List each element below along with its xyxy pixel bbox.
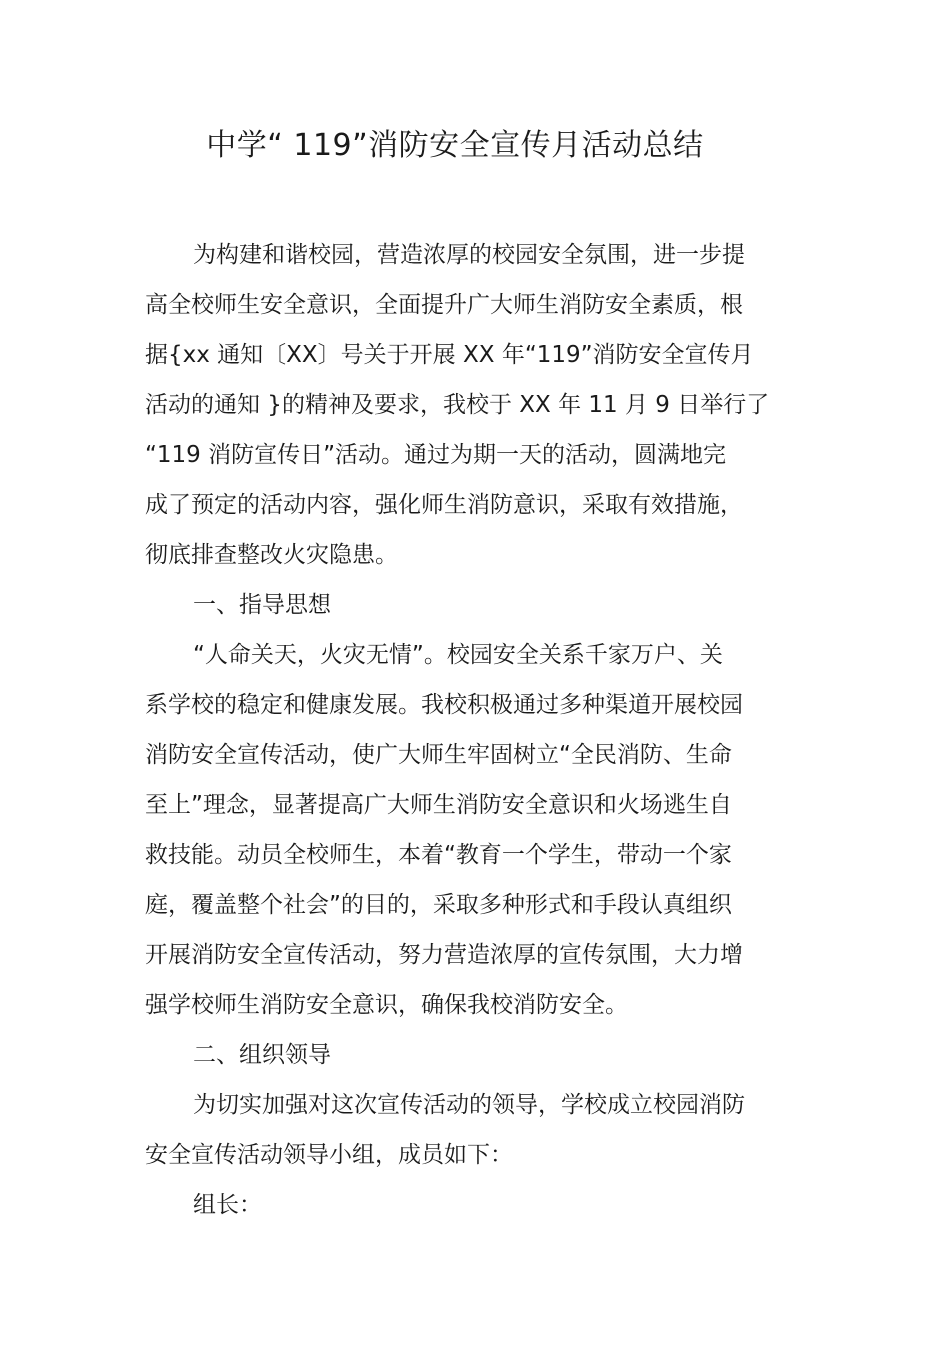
paragraph-line: 庭，覆盖整个社会”的目的，采取多种形式和手段认真组织 bbox=[145, 892, 732, 918]
paragraph-line: 据{xx 通知〔XX〕号关于开展 XX 年“119”消防安全宣传月 bbox=[145, 342, 754, 368]
document-title: 中学“ 119”消防安全宣传月活动总结 bbox=[206, 128, 704, 163]
paragraph-line: 活动的通知 }的精神及要求，我校于 XX 年 11 月 9 日举行了 bbox=[145, 392, 770, 418]
paragraph-line: “人命关天，火灾无情”。校园安全关系千家万户、关 bbox=[193, 642, 723, 668]
paragraph-line: 为构建和谐校园，营造浓厚的校园安全氛围，进一步提 bbox=[193, 242, 745, 268]
paragraph-line: 安全宣传活动领导小组，成员如下： bbox=[145, 1142, 513, 1168]
section-heading: 一、指导思想 bbox=[193, 592, 331, 618]
paragraph-line: 至上”理念，显著提高广大师生消防安全意识和火场逃生自 bbox=[145, 792, 732, 818]
paragraph-line: 救技能。动员全校师生，本着“教育一个学生，带动一个家 bbox=[145, 842, 732, 868]
paragraph-line: 开展消防安全宣传活动，努力营造浓厚的宣传氛围，大力增 bbox=[145, 942, 743, 968]
paragraph-line: 为切实加强对这次宣传活动的领导，学校成立校园消防 bbox=[193, 1092, 745, 1118]
paragraph-line: 组长： bbox=[193, 1192, 262, 1218]
paragraph-line: 彻底排查整改火灾隐患。 bbox=[145, 542, 398, 568]
paragraph-line: 消防安全宣传活动，使广大师生牢固树立“全民消防、生命 bbox=[145, 742, 732, 768]
paragraph-line: “119 消防宣传日”活动。通过为期一天的活动，圆满地完 bbox=[145, 442, 727, 468]
paragraph-line: 系学校的稳定和健康发展。我校积极通过多种渠道开展校园 bbox=[145, 692, 743, 718]
paragraph-line: 成了预定的活动内容，强化师生消防意识，采取有效措施， bbox=[145, 492, 743, 518]
paragraph-line: 强学校师生消防安全意识，确保我校消防安全。 bbox=[145, 992, 628, 1018]
section-heading: 二、组织领导 bbox=[193, 1042, 331, 1068]
paragraph-line: 高全校师生安全意识，全面提升广大师生消防安全素质，根 bbox=[145, 292, 743, 318]
